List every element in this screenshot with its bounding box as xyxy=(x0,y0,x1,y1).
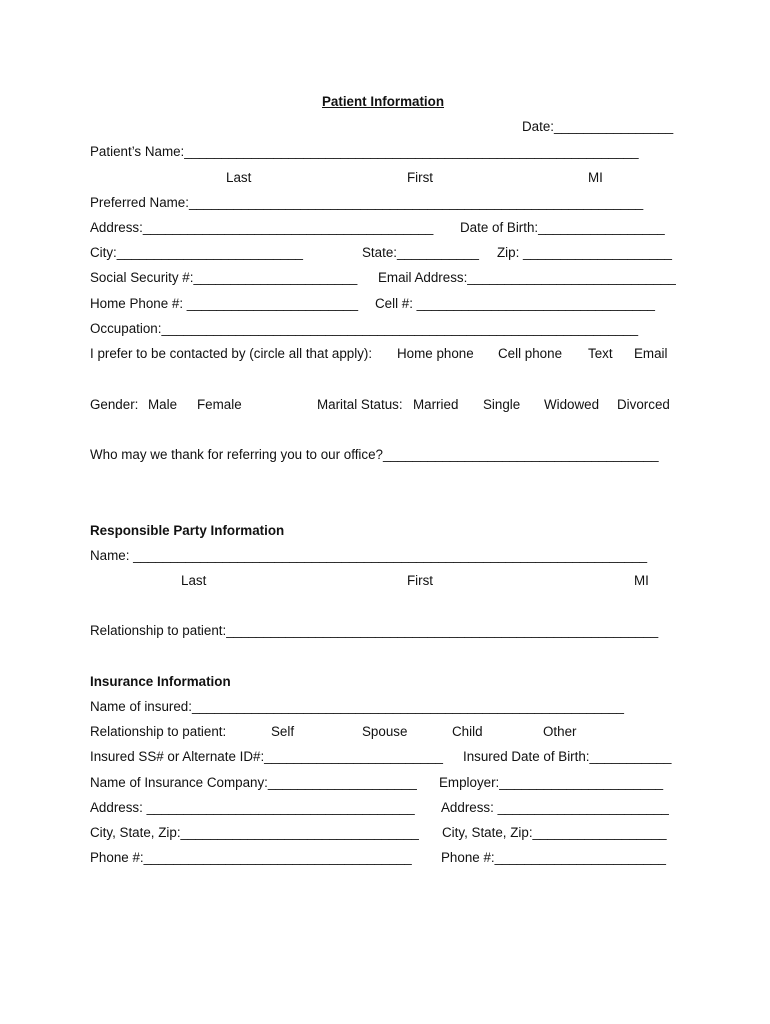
patient-name-field[interactable]: Patient’s Name:_____________________________________________________________ xyxy=(90,144,639,159)
insurance-heading: Insurance Information xyxy=(90,674,231,689)
date-of-birth-field[interactable]: Date of Birth:_________________ xyxy=(460,220,665,235)
insurance-address-left-field[interactable]: Address: ____________________________________ xyxy=(90,800,415,815)
gender-option-female[interactable]: Female xyxy=(197,397,242,412)
marital-status-label: Marital Status: xyxy=(317,397,403,412)
occupation-field[interactable]: Occupation:________________________________________________________________ xyxy=(90,321,639,336)
zip-field[interactable]: Zip: ____________________ xyxy=(497,245,672,260)
name-part-last: Last xyxy=(226,170,252,185)
marital-option-widowed[interactable]: Widowed xyxy=(544,397,600,412)
contact-option-home-phone[interactable]: Home phone xyxy=(397,346,474,361)
employer-field[interactable]: Employer:______________________ xyxy=(439,775,664,790)
relationship-option-child[interactable]: Child xyxy=(452,724,483,739)
state-field[interactable]: State:___________ xyxy=(362,245,479,260)
insured-id-field[interactable]: Insured SS# or Alternate ID#:________________________ xyxy=(90,749,443,764)
ssn-field[interactable]: Social Security #:______________________ xyxy=(90,270,358,285)
home-phone-field[interactable]: Home Phone #: _______________________ xyxy=(90,296,359,311)
responsible-name-part-last: Last xyxy=(181,573,207,588)
email-field[interactable]: Email Address:____________________________ xyxy=(378,270,676,285)
insurance-address-right-field[interactable]: Address: _______________________ xyxy=(441,800,669,815)
relationship-option-other[interactable]: Other xyxy=(543,724,577,739)
preferred-name-field[interactable]: Preferred Name:_____________________________________________________________ xyxy=(90,195,644,210)
contact-preference-label: I prefer to be contacted by (circle all that apply): xyxy=(90,346,373,361)
referral-field[interactable]: Who may we thank for referring you to our office?_____________________________________ xyxy=(90,447,659,462)
responsible-name-field[interactable]: Name: _____________________________________________________________________ xyxy=(90,548,648,563)
contact-option-text[interactable]: Text xyxy=(588,346,613,361)
relationship-option-self[interactable]: Self xyxy=(271,724,295,739)
insurance-phone-right-field[interactable]: Phone #:_______________________ xyxy=(441,850,666,865)
address-field[interactable]: Address:_______________________________________ xyxy=(90,220,434,235)
cell-phone-field[interactable]: Cell #: ________________________________ xyxy=(375,296,655,311)
responsible-name-part-first: First xyxy=(407,573,434,588)
insurance-phone-left-field[interactable]: Phone #:____________________________________ xyxy=(90,850,412,865)
name-part-mi: MI xyxy=(588,170,603,185)
marital-option-divorced[interactable]: Divorced xyxy=(617,397,670,412)
name-of-insured-field[interactable]: Name of insured:__________________________________________________________ xyxy=(90,699,624,714)
city-field[interactable]: City:_________________________ xyxy=(90,245,303,260)
insured-dob-field[interactable]: Insured Date of Birth:___________ xyxy=(463,749,672,764)
form-title: Patient Information xyxy=(322,94,445,109)
responsible-name-part-mi: MI xyxy=(634,573,649,588)
name-part-first: First xyxy=(407,170,434,185)
marital-option-single[interactable]: Single xyxy=(483,397,521,412)
responsible-party-heading: Responsible Party Information xyxy=(90,523,285,538)
insurance-city-left-field[interactable]: City, State, Zip:________________________________ xyxy=(90,825,419,840)
insurance-city-right-field[interactable]: City, State, Zip:__________________ xyxy=(442,825,667,840)
contact-option-cell-phone[interactable]: Cell phone xyxy=(498,346,563,361)
responsible-relationship-field[interactable]: Relationship to patient:__________________________________________________________ xyxy=(90,623,659,638)
insurance-company-field[interactable]: Name of Insurance Company:____________________ xyxy=(90,775,417,790)
gender-option-male[interactable]: Male xyxy=(148,397,178,412)
marital-option-married[interactable]: Married xyxy=(413,397,459,412)
contact-option-email[interactable]: Email xyxy=(634,346,668,361)
gender-label: Gender: xyxy=(90,397,139,412)
date-field[interactable]: Date:________________ xyxy=(522,119,674,134)
relationship-option-spouse[interactable]: Spouse xyxy=(362,724,408,739)
insurance-relationship-label: Relationship to patient: xyxy=(90,724,227,739)
